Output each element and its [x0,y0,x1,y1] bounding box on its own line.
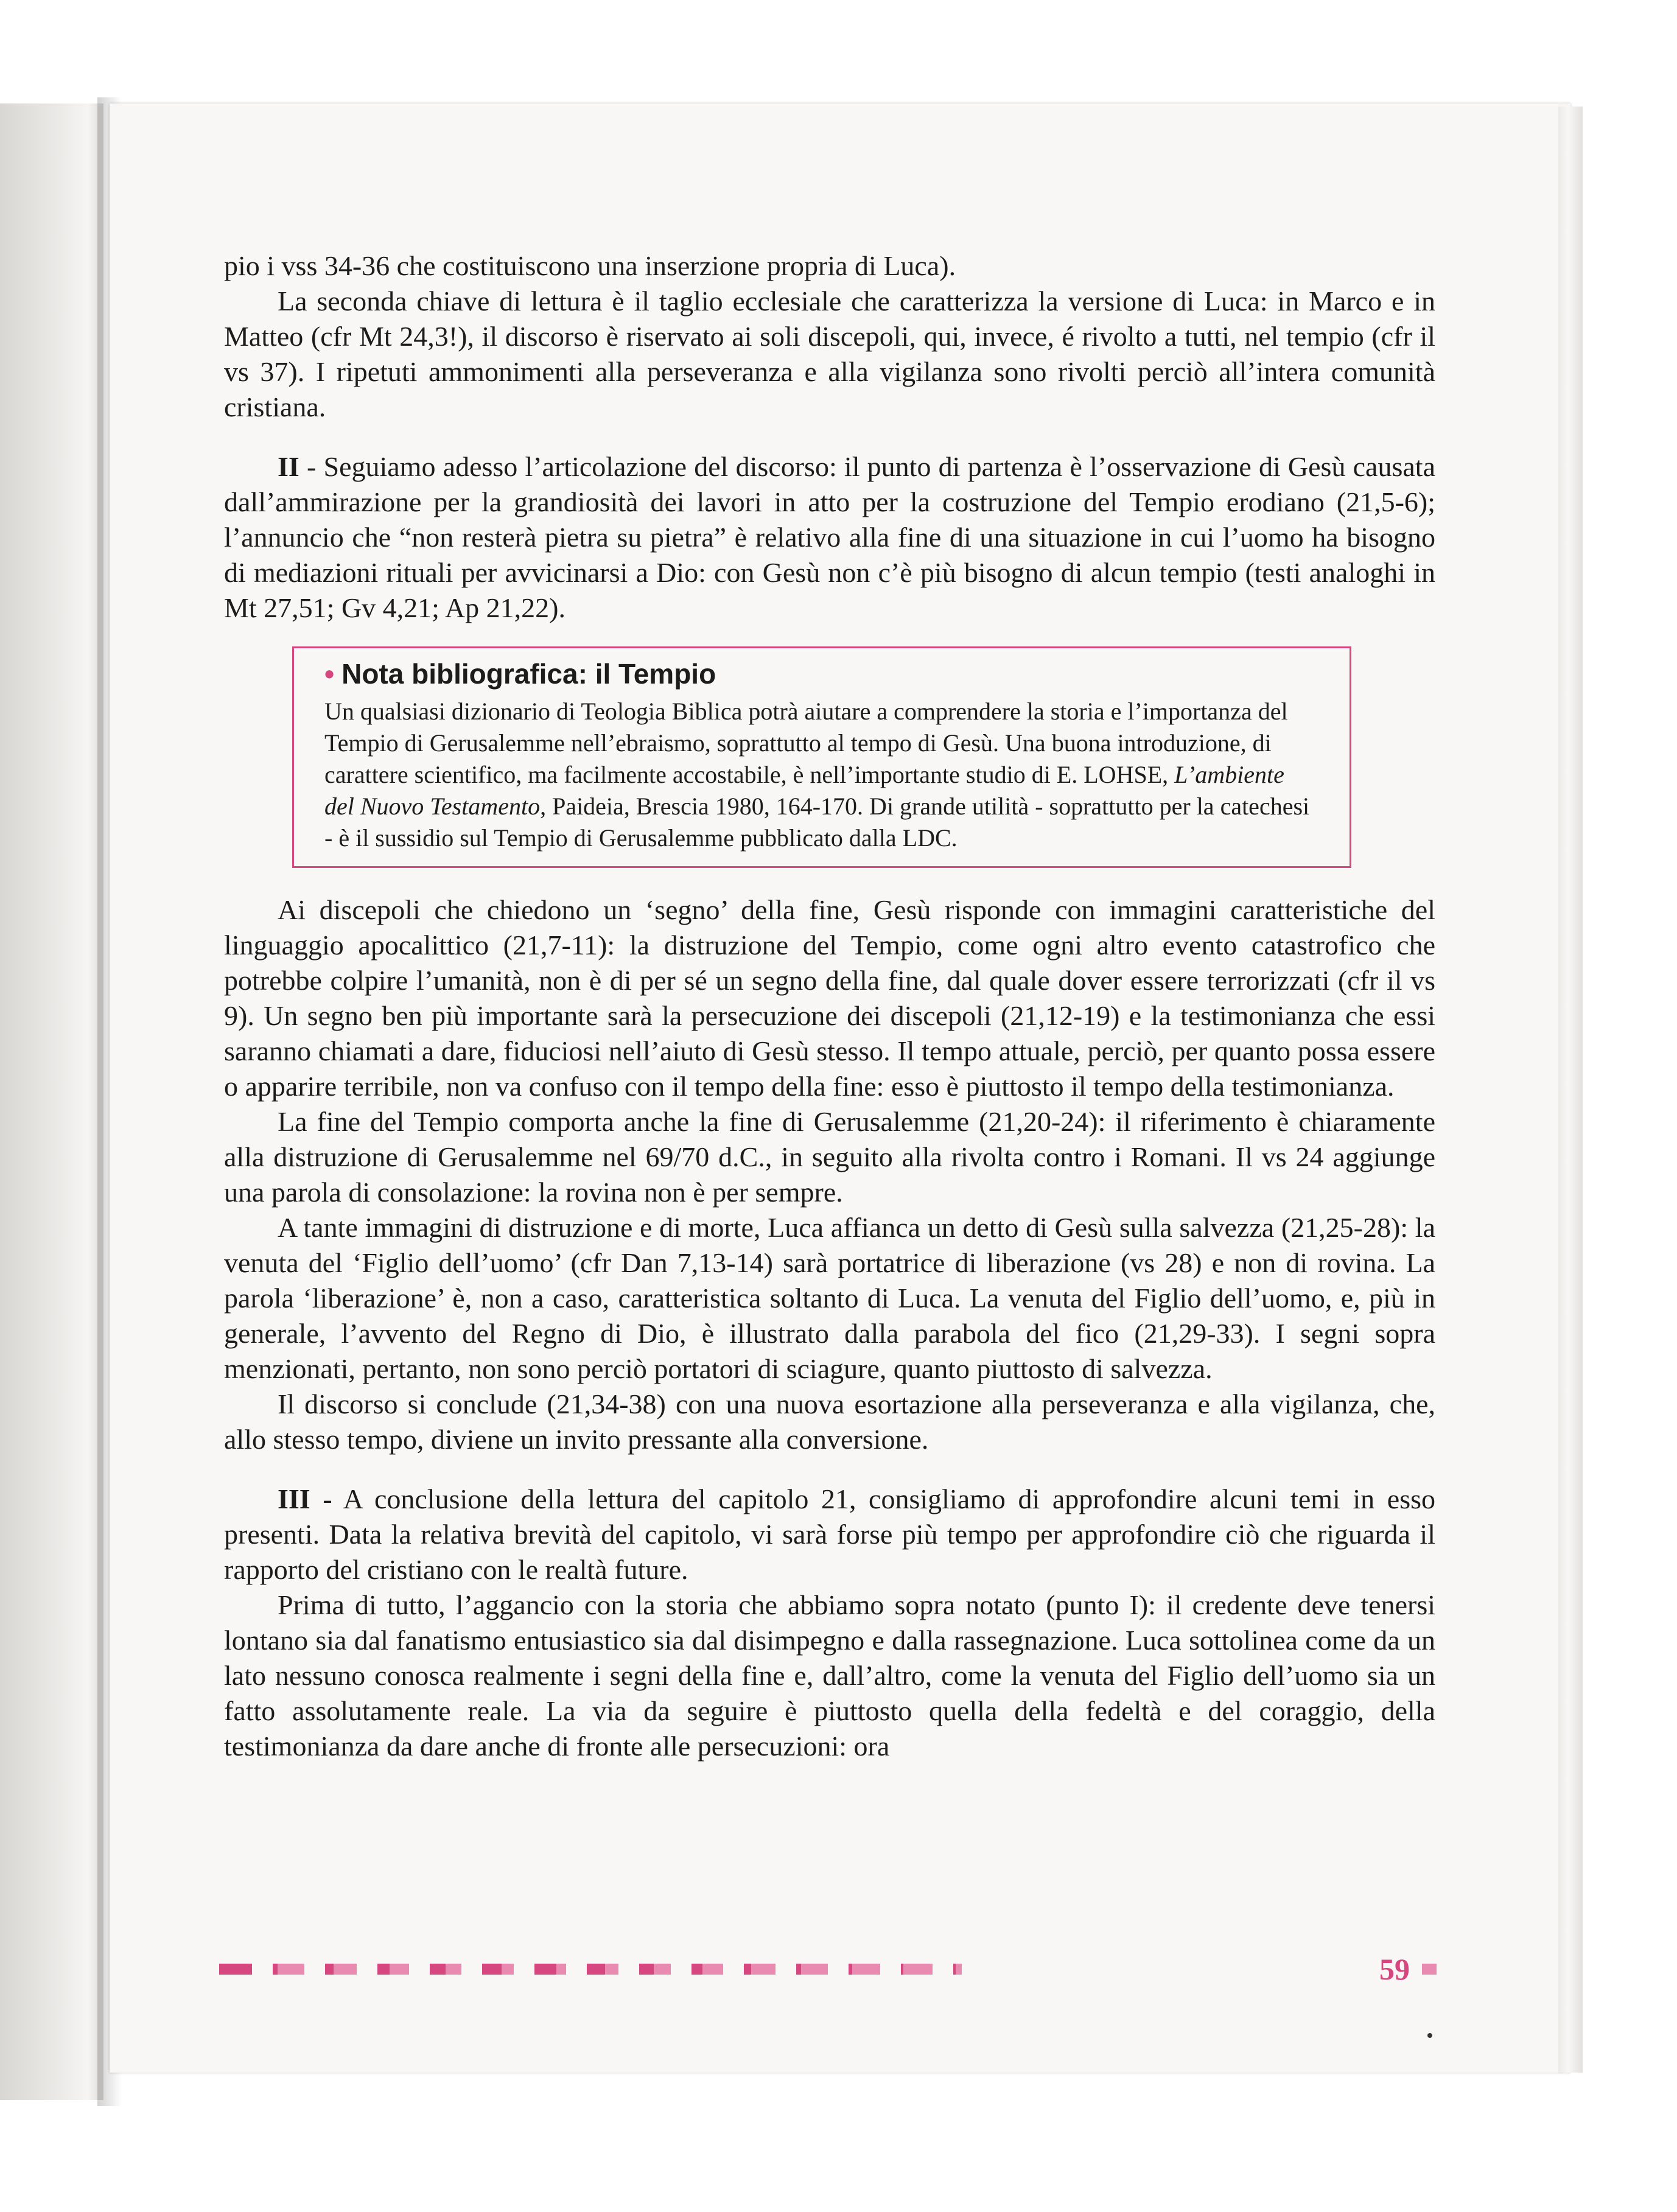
footer-dash [482,1964,514,1975]
footer-dash [273,1964,304,1975]
footer-dash [325,1964,357,1975]
paragraph: La seconda chiave di lettura è il taglio ecclesiale che caratterizza la versione di Luca: in Marco e in Matteo (cfr Mt 24,3!), il discorso è riservato ai soli discepoli, qui, invece, é rivolto a tutti, nel tempio (cfr il vs 37). I ripetuti ammonimenti alla perseveranza e alla vigilanza sono rivolti perciò all’intera comunità cristiana. [224,285,1435,422]
footer-dash [639,1964,671,1975]
footer-dash [849,1964,880,1975]
paragraph: Ai discepoli che chiedono un ‘segno’ della fine, Gesù risponde con immagini caratteristiche del linguaggio apocalittico (21,7-11): la distruzione del Tempio, come ogni altro evento catastrofico che potrebbe colpire l’umanità, non è di per sé un segno della fine, dal quale dover essere terrorizzati (cfr il vs 9). Un segno ben più importante sarà la persecuzione dei discepoli (21,12-19) e la testimonianza che essi saranno chiamati a dare, fiduciosi nell’aiuto di Gesù stesso. Il tempo attuale, perciò, per quanto possa essere o apparire terribile, non va confuso con il tempo della fine: esso è piuttosto il tempo della testimonianza. [224,894,1435,1102]
section-text: - A conclusione della lettura del capitolo 21, consigliamo di approfondire alcuni temi in esso presenti. Data la relativa brevità del capitolo, vi sarà forse più tempo per approfondire ciò che riguarda il rapporto del cristiano con le realtà future. [224,1483,1435,1585]
note-text-part: Un qualsiasi dizionario di Teologia Biblica potrà aiutare a comprendere la storia e l’importanza del Tempio di Gerusalemme nell’ebraismo, soprattutto al tempo di Gesù. Una buona introduzione, di carattere scientifico, ma facilmente accostabile, è nell’importante studio di E. LOHSE, [324,698,1288,788]
footer-dash [744,1964,775,1975]
footer-end-square [1422,1964,1437,1975]
page-body [224,248,1435,1764]
footer-dash [430,1964,461,1975]
bullet-icon: • [324,658,335,690]
paragraph: La fine del Tempio comporta anche la fine di Gerusalemme (21,20-24): il riferimento è chiaramente alla distruzione di Gerusalemme nel 69/70 d.C., in seguito alla rivolta contro i Romani. Il vs 24 aggiunge una parola di consolazione: la rovina non è per sempre. [224,1106,1435,1208]
footer-dash [953,1964,962,1975]
section-paragraph [224,1482,1435,1587]
footer-dash [219,1964,252,1975]
scan-dot [1427,2033,1432,2038]
footer-dash [901,1964,933,1975]
footer-dash [587,1964,618,1975]
section-label: III [278,1483,310,1514]
footer-dash [534,1964,566,1975]
section-text: - Seguiamo adesso l’articolazione del discorso: il punto di partenza è l’osservazione di Gesù causata dall’ammirazione per la grandiosità dei lavori in atto per la costruzione del Tempio erodiano (21,5-6); l’annuncio che “non resterà pietra su pietra” è relativo alla fine di una situazione in cui l’uomo ha bisogno di mediazioni rituali per avvicinarsi a Dio: con Gesù non c’è più bisogno di alcun tempio (testi analoghi in Mt 27,51; Gv 4,21; Ap 21,22). [224,451,1435,623]
bibliography-note-box [292,646,1351,868]
section-paragraph [224,449,1435,626]
note-text [324,696,1319,854]
page-number: 59 [1379,1952,1410,1986]
footer-dash [796,1964,828,1975]
paragraph: Prima di tutto, l’aggancio con la storia che abbiamo sopra notato (punto I): il credente deve tenersi lontano sia dal fanatismo entusiastico sia dal disimpegno e dalla rassegnazione. Luca sottolinea come da un lato nessuno conosca realmente i segni della fine e, dall’altro, come la venuta del Figlio dell’uomo sia un fatto assolutamente reale. La via da seguire è piuttosto quella della fedeltà e del coraggio, della testimonianza da dare anche di fronte alle persecuzioni: ora [224,1589,1435,1762]
paragraph: A tante immagini di distruzione e di morte, Luca affianca un detto di Gesù sulla salvezza (21,25-28): la venuta del ‘Figlio dell’uomo’ (cfr Dan 7,13-14) sarà portatrice di liberazione (vs 28) e non di rovina. La parola ‘liberazione’ è, non a caso, caratteristica soltanto di Luca. La venuta del Figlio dell’uomo, e, più in generale, l’avvento del Regno di Dio, è illustrato dalla parabola del fico (21,29-33). I segni sopra menzionati, pertanto, non sono perciò portatori di sciagure, quanto piuttosto di salvezza. [224,1212,1435,1384]
paragraph: pio i vss 34-36 che costituiscono una inserzione propria di Luca). [224,250,956,281]
section-label: II [278,451,299,482]
page-stack-edge [1558,107,1583,2073]
footer-dash [377,1964,409,1975]
footer-dash [691,1964,723,1975]
note-text-part: , Paideia, Brescia 1980, 164-170. Di grande utilità - soprattutto per la catechesi - è il sussidio sul Tempio di Gerusalemme pubblicato dalla LDC. [324,793,1310,852]
book-title: L’ambiente del Nuovo Testamento [324,761,1284,820]
footer-decoration [219,1964,1376,1975]
facing-page-edge [0,103,103,2100]
note-title-text: Nota bibliografica: il Tempio [341,658,716,690]
paragraph: Il discorso si conclude (21,34-38) con una nuova esortazione alla perseveranza e alla vigilanza, che, allo stesso tempo, diviene un invito pressante alla conversione. [224,1388,1435,1455]
note-title [324,656,1319,692]
page-footer [219,1951,1437,1987]
